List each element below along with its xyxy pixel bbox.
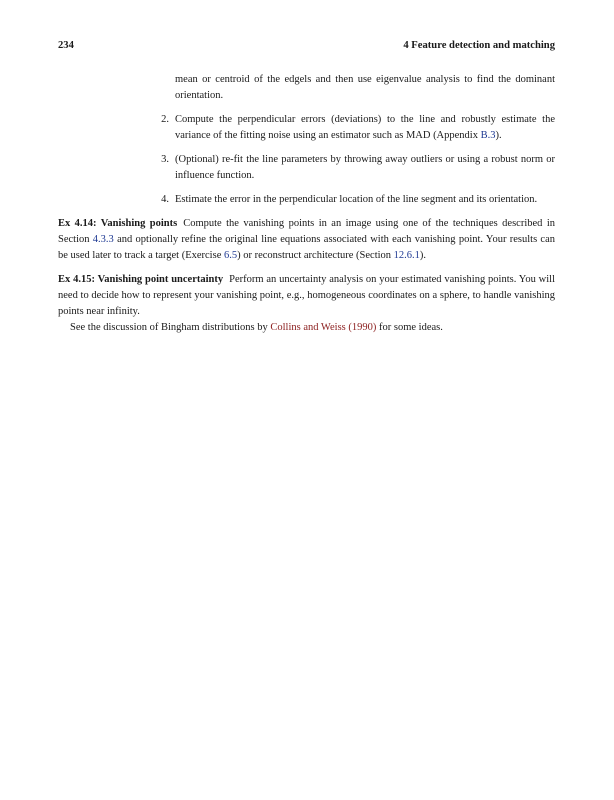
exercise-4-15-note	[58, 320, 555, 336]
page-number: 234	[58, 40, 74, 51]
list-item	[58, 112, 555, 144]
list-item-text: (Optional) re-fit the line parameters by throwing away outliers or using a robust norm or influence function.	[175, 154, 555, 181]
procedure-list	[58, 112, 555, 208]
running-head	[58, 40, 555, 51]
exercise-title: Ex 4.15: Vanishing point uncertainty	[58, 274, 224, 285]
list-continuation: mean or centroid of the edgels and then use eigenvalue analysis to find the dominant orientation.	[175, 74, 555, 101]
exercise-text: Perform an uncertainty analysis on your estimated vanishing points. You will need to decide how to represent your vanishing point, e.g., homogeneous coordinates on a sphere, to handle vanishing points near infinity.	[58, 274, 556, 317]
appendix-link[interactable]: B.3	[480, 130, 496, 141]
list-item	[58, 152, 555, 184]
list-item-number: 2.	[161, 114, 169, 125]
chapter-title: 4 Feature detection and matching	[403, 40, 555, 51]
list-item-text-part: ).	[495, 130, 502, 141]
list-item-number: 3.	[161, 154, 169, 165]
exercise-4-14	[58, 216, 555, 264]
list-item-number: 4.	[161, 194, 169, 205]
list-item-text-part: Compute the perpendicular errors (deviations) to the line and robustly estimate the variance of the fitting noise using an estimator such as MAD (Appendix	[175, 114, 555, 141]
section-link[interactable]: 4.3.3	[92, 234, 114, 245]
list-item-text: Estimate the error in the perpendicular location of the line segment and its orientation.	[175, 194, 538, 205]
exercise-text: for some ideas.	[376, 322, 443, 333]
exercise-4-15	[58, 272, 555, 320]
section-link[interactable]: 12.6.1	[393, 250, 420, 261]
list-item	[58, 192, 555, 208]
exercise-text: See the discussion of Bingham distributions by	[70, 322, 271, 333]
exercise-title: Ex 4.14: Vanishing points	[58, 218, 178, 229]
citation-link[interactable]: Collins and Weiss (1990)	[270, 322, 377, 333]
list-item-text	[175, 112, 555, 144]
exercise-link[interactable]: 6.5	[223, 250, 238, 261]
page-body	[58, 72, 555, 344]
exercise-text: ) or reconstruct architecture (Section	[237, 250, 394, 261]
exercise-text: and optionally refine the original line equations associated with each vanishing point. Your results can be used later to track a target (Exercise	[58, 234, 556, 261]
exercise-text: ).	[419, 250, 427, 261]
exercise-text: Compute the vanishing points in an image using one of the techniques described in Section	[58, 218, 555, 245]
